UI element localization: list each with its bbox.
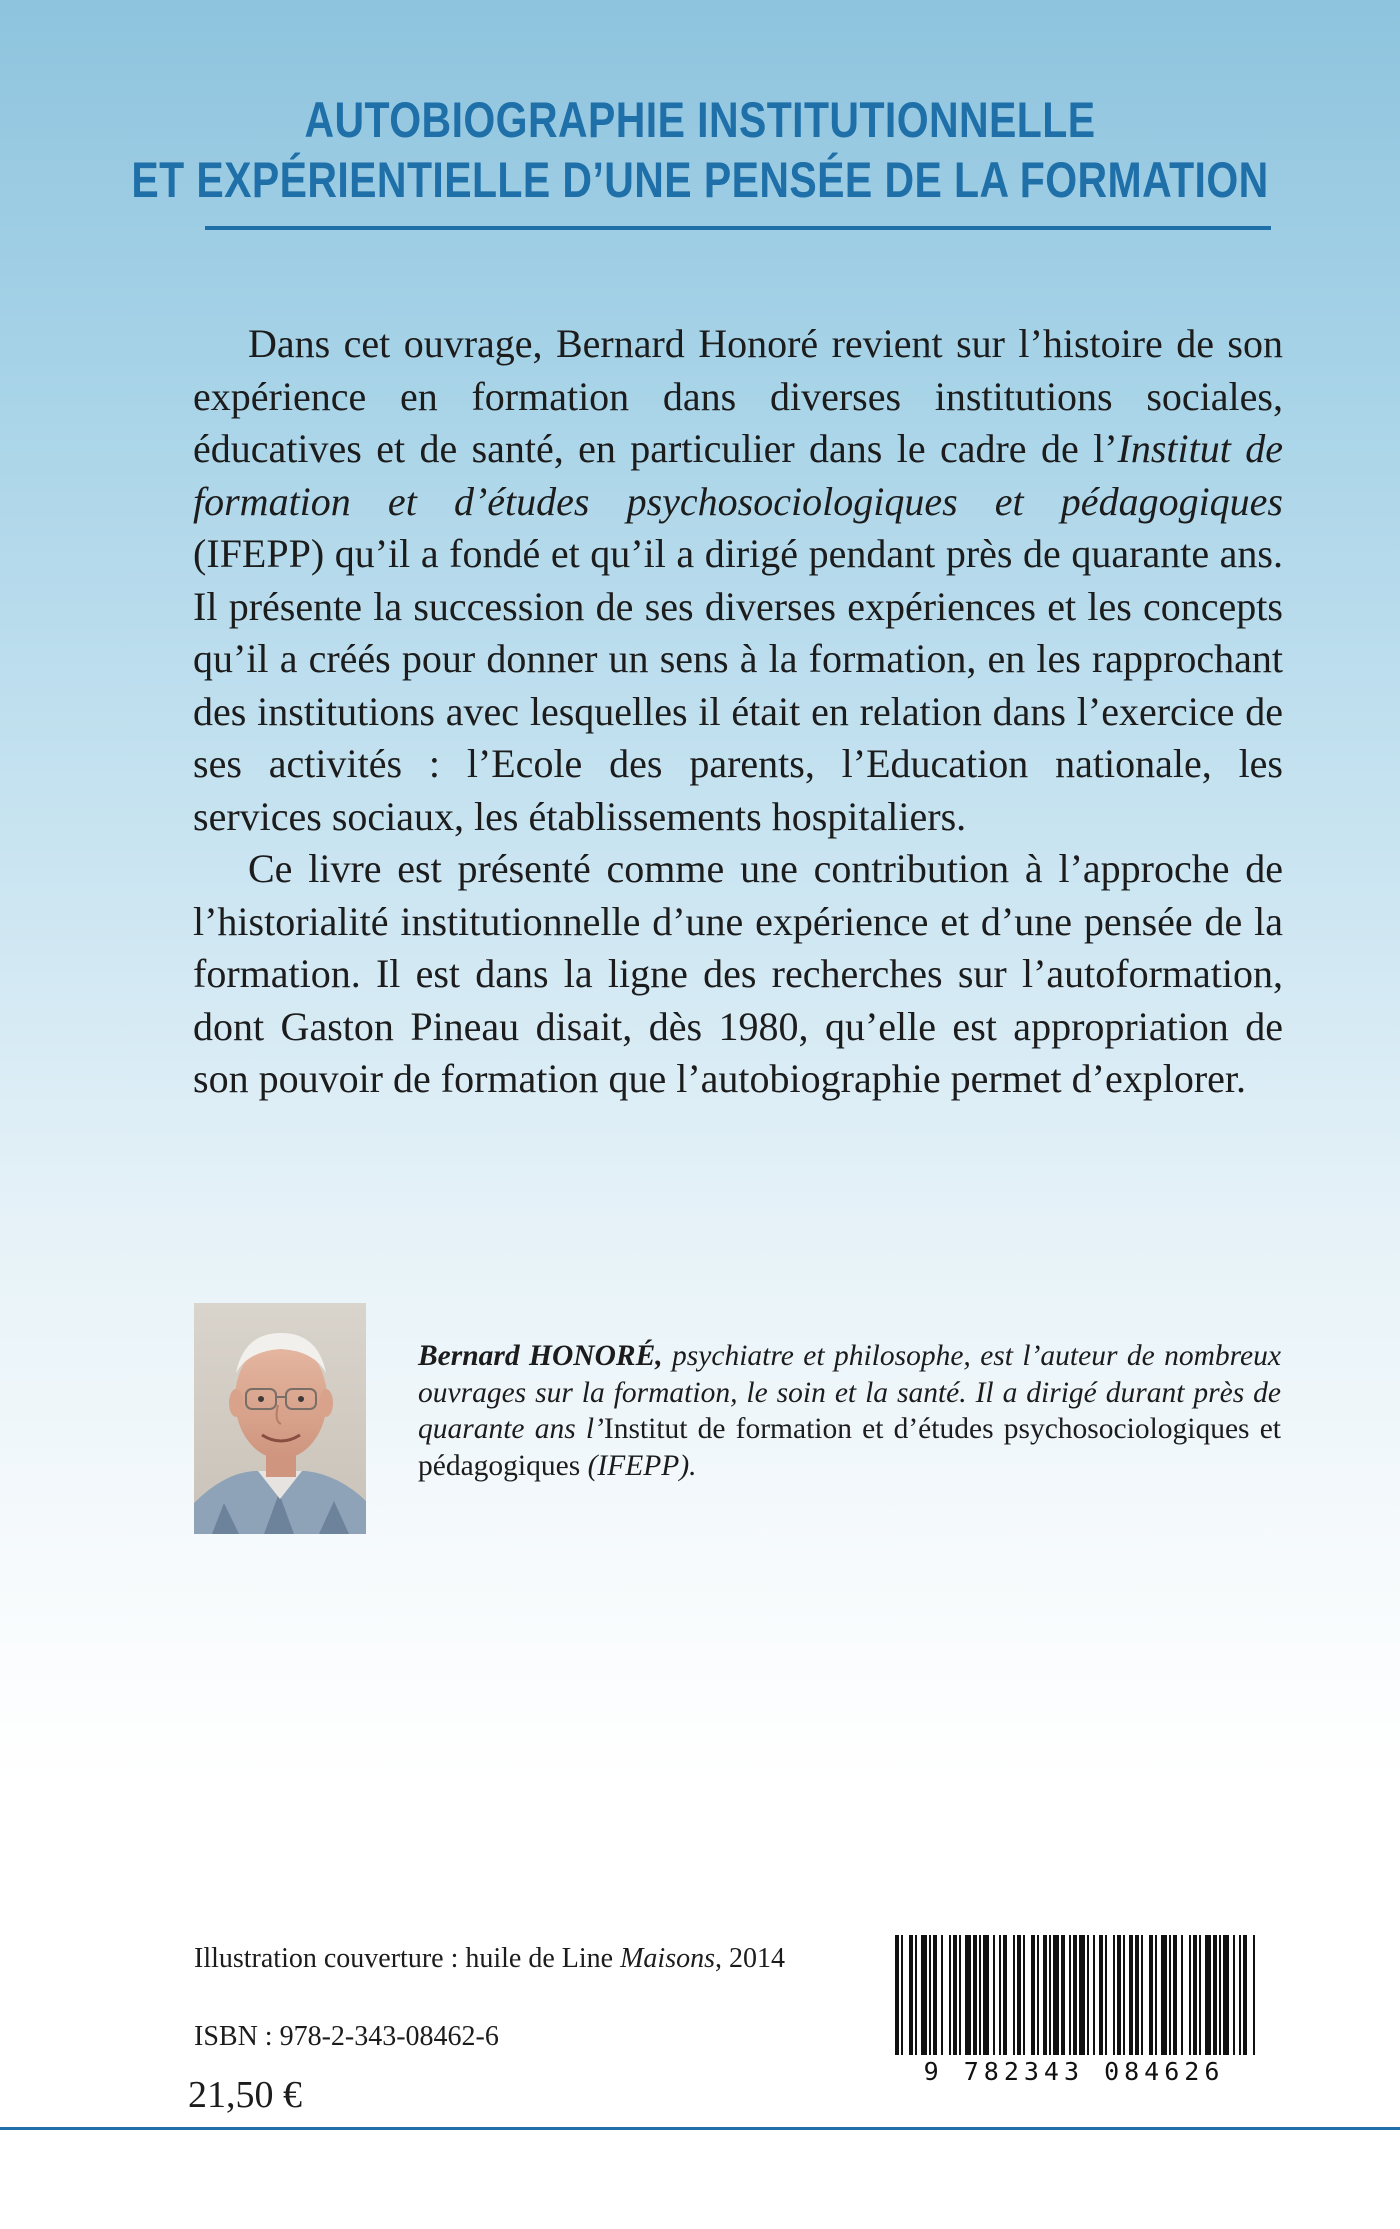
barcode-bar	[915, 1935, 917, 2055]
title-line-1: AUTOBIOGRAPHIE INSTITUTIONNELLE	[304, 92, 1096, 148]
barcode-bar	[1193, 1935, 1197, 2055]
author-bio: Bernard HONORÉ, psychiatre et philosophe, est l’auteur de nombreux ouvrages sur la formation, le soin et la santé. Il a dirigé durant près de quarante ans l’Institut de formation et d’études psychosociologiques et pédagogiques (IFEPP).	[418, 1340, 1281, 1482]
barcode-bar	[1199, 1935, 1201, 2055]
author-name: Bernard HONORÉ,	[418, 1340, 663, 1372]
isbn: ISBN : 978-2-343-08462-6	[194, 2021, 499, 2052]
barcode-bar	[1017, 1935, 1021, 2055]
barcode-bar	[1123, 1935, 1125, 2055]
barcode-bar	[1155, 1935, 1157, 2055]
author-photo	[194, 1303, 366, 1534]
bottom-rule	[0, 2127, 1400, 2130]
barcode-bar	[1003, 1935, 1007, 2055]
barcode-bar	[1043, 1935, 1047, 2055]
barcode-bar	[1205, 1935, 1211, 2055]
barcode-bar	[1181, 1935, 1183, 2055]
barcode-digits: 9 782343 084626	[923, 2057, 1225, 2086]
book-title	[126, 90, 1274, 210]
barcode-bar	[901, 1935, 903, 2055]
price: 21,50 €	[188, 2074, 302, 2116]
barcode-bar	[953, 1935, 957, 2055]
barcode-bar	[1223, 1935, 1229, 2055]
barcode-bar	[1069, 1935, 1071, 2055]
barcode-bar	[1023, 1935, 1025, 2055]
barcode-bar	[1253, 1935, 1255, 2055]
barcode-bar	[1099, 1935, 1103, 2055]
barcode-bar	[1031, 1935, 1035, 2055]
barcode-bar	[1149, 1935, 1153, 2055]
barcode-bar	[941, 1935, 943, 2055]
summary-paragraph-1: Dans cet ouvrage, Bernard Honoré revient sur l’histoire de son expérience en formation dans diverses institutions sociales, éducatives et de santé, en particulier dans le cadre de l’Institut de formation et d’études psychosociologiques et pédagogiques (IFEPP) qu’il a fondé et qu’il a dirigé pendant près de quarante ans. Il présente la succession de ses diverses expériences et les concepts qu’il a créés pour donner un sens à la formation, en les rapprochant des institutions avec lesquelles il était en relation dans l’exercice de ses activités : l’Ecole des parents, l’Education nationale, les services sociaux, les établissements hospitaliers.	[193, 321, 1284, 839]
barcode-bar	[1169, 1935, 1171, 2055]
barcode-bar	[1173, 1935, 1177, 2055]
summary-text	[193, 318, 1283, 1106]
barcode-bar	[929, 1935, 931, 2055]
barcode-bar	[993, 1935, 995, 2055]
barcode-bar	[933, 1935, 937, 2055]
barcode-bar	[1189, 1935, 1191, 2055]
barcode-bar	[965, 1935, 971, 2055]
barcode-bar	[1061, 1935, 1065, 2055]
title-underline	[205, 226, 1271, 230]
barcode-bar	[1093, 1935, 1095, 2055]
barcode-bar	[1053, 1935, 1059, 2055]
barcode-bar	[1129, 1935, 1133, 2055]
barcode-bar	[1079, 1935, 1085, 2055]
barcode-bar	[1087, 1935, 1089, 2055]
title-line-2: ET EXPÉRIENTIELLE D’UNE PENSÉE DE LA FORMATION	[131, 152, 1269, 208]
barcode-bar	[1219, 1935, 1221, 2055]
barcode-bar	[1049, 1935, 1051, 2055]
barcode-bar	[921, 1935, 927, 2055]
barcode-bar	[1161, 1935, 1167, 2055]
barcode-bar	[1243, 1935, 1247, 2055]
barcode-bar	[1117, 1935, 1121, 2055]
barcode-bar	[1239, 1935, 1241, 2055]
barcode-bar	[1233, 1935, 1235, 2055]
barcode-bar	[909, 1935, 913, 2055]
barcode-bar	[1113, 1935, 1115, 2055]
barcode-bar	[979, 1935, 981, 2055]
barcode-bar	[1013, 1935, 1015, 2055]
cover-illustration-credit: Illustration couverture : huile de Line Maisons, 2014	[194, 1943, 785, 1974]
barcode-bar	[949, 1935, 951, 2055]
barcode-bar	[959, 1935, 961, 2055]
summary-paragraph-2: Ce livre est présenté comme une contribution à l’approche de l’historialité institutionnelle d’une expérience et d’une pensée de la formation. Il est dans la ligne des recherches sur l’autoformation, dont Gaston Pineau disait, dès 1980, qu’elle est appropriation de son pouvoir de formation que l’autobiographie permet d’explorer.	[193, 846, 1283, 1101]
barcode-bar	[1141, 1935, 1143, 2055]
barcode-bar	[973, 1935, 977, 2055]
barcode-bar	[1073, 1935, 1077, 2055]
barcode-bar	[1037, 1935, 1039, 2055]
barcode-bar	[1105, 1935, 1107, 2055]
barcode-bar	[999, 1935, 1001, 2055]
barcode-bar	[1135, 1935, 1139, 2055]
barcode-bar	[1213, 1935, 1217, 2055]
barcode-bar	[895, 1935, 899, 2055]
barcode-bar	[983, 1935, 989, 2055]
